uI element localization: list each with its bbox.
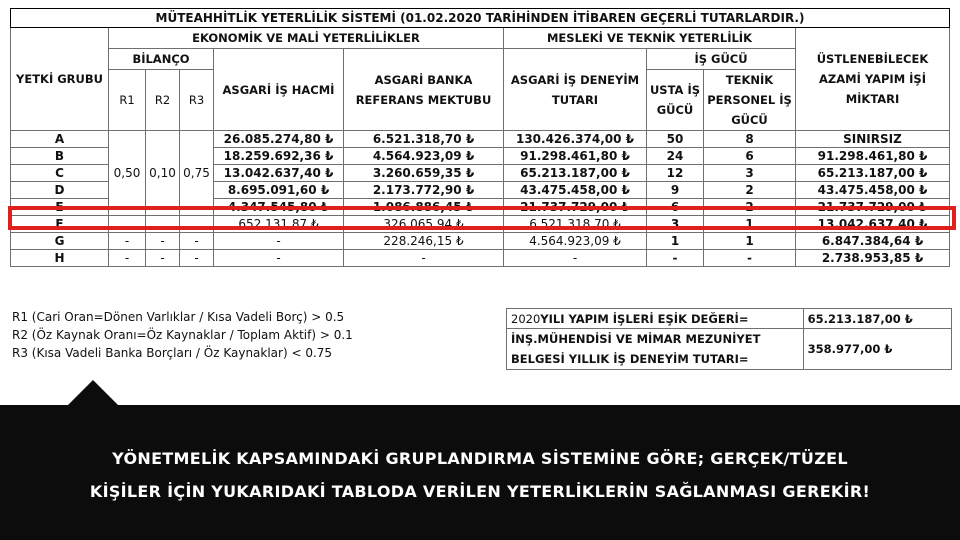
- cell-technical: 1: [704, 233, 796, 250]
- cell-volume: 13.042.637,40 ₺: [214, 165, 344, 182]
- cell-experience: 43.475.458,00 ₺: [504, 182, 647, 199]
- engineer-label-line-2: BELGESİ YILLIK İŞ DENEYİM TUTARI=: [511, 352, 749, 366]
- cell-max: 6.847.384,64 ₺: [796, 233, 950, 250]
- cell-experience: 91.298.461,80 ₺: [504, 148, 647, 165]
- cell-r1: -: [109, 250, 146, 267]
- cell-master: -: [647, 250, 704, 267]
- table-title: MÜTEAHHİTLİK YETERLİLİK SİSTEMİ (01.02.2020 TARİHİNDEN İTİBAREN GEÇERLİ TUTARLARDIR.): [11, 9, 950, 28]
- table-row-g: [11, 233, 950, 250]
- cell-technical: 3: [704, 165, 796, 182]
- cell-group: D: [11, 182, 109, 199]
- cell-experience: 6.521.318,70 ₺: [504, 216, 647, 233]
- cell-experience: 130.426.374,00 ₺: [504, 131, 647, 148]
- cell-max: 43.475.458,00 ₺: [796, 182, 950, 199]
- header-technical: TEKNİK PERSONEL İŞ GÜCÜ: [704, 70, 796, 131]
- cell-bank: 1.086.886,45 ₺: [344, 199, 504, 216]
- cell-r3: [180, 216, 214, 233]
- cell-bank: 3.260.659,35 ₺: [344, 165, 504, 182]
- qualification-sheet: [8, 8, 952, 405]
- cell-bank: 228.246,15 ₺: [344, 233, 504, 250]
- cell-volume: 652.131,87 ₺: [214, 216, 344, 233]
- info-banner: [0, 405, 960, 540]
- cell-max: SINIRSIZ: [796, 131, 950, 148]
- cell-group: E: [11, 199, 109, 216]
- cell-bank: 6.521.318,70 ₺: [344, 131, 504, 148]
- banner-line-2: KİŞİLER İÇİN YUKARIDAKİ TABLODA VERİLEN YETERLİKLERİN SAĞLANMASI GEREKİR!: [89, 482, 871, 501]
- header-professional-group: MESLEKİ VE TEKNİK YETERLİLİK: [504, 28, 796, 49]
- cell-max: 2.738.953,85 ₺: [796, 250, 950, 267]
- cell-group: G: [11, 233, 109, 250]
- table-row-a: [11, 131, 950, 148]
- threshold-label: YILI YAPIM İŞLERİ EŞİK DEĞERİ=: [540, 311, 749, 326]
- cell-group: A: [11, 131, 109, 148]
- cell-group: F: [11, 216, 109, 233]
- cell-volume: 8.695.091,60 ₺: [214, 182, 344, 199]
- header-authority-group: YETKİ GRUBU: [11, 28, 109, 131]
- cell-master: 1: [647, 233, 704, 250]
- cell-r3: -: [180, 250, 214, 267]
- cell-r1: [109, 216, 146, 233]
- cell-r2-merged: 0,10: [146, 131, 180, 216]
- cell-technical: 2: [704, 182, 796, 199]
- cell-master: 9: [647, 182, 704, 199]
- cell-technical: 8: [704, 131, 796, 148]
- cell-r3: -: [180, 233, 214, 250]
- note-r1: R1 (Cari Oran=Dönen Varlıklar / Kısa Vadeli Borç) > 0.5: [12, 310, 345, 324]
- cell-master: 6: [647, 199, 704, 216]
- cell-volume: -: [214, 233, 344, 250]
- threshold-label-cell: [507, 309, 804, 329]
- cell-technical: 1: [704, 216, 796, 233]
- cell-group: H: [11, 250, 109, 267]
- cell-experience: 21.737.729,00 ₺: [504, 199, 647, 216]
- cell-master: 3: [647, 216, 704, 233]
- header-min-volume: ASGARİ İŞ HACMİ: [214, 49, 344, 131]
- banner-text: [0, 442, 960, 508]
- cell-r3-merged: 0,75: [180, 131, 214, 216]
- header-r3: R3: [180, 70, 214, 131]
- cell-bank: 2.173.772,90 ₺: [344, 182, 504, 199]
- header-max-work: ÜSTLENEBİLECEK AZAMİ YAPIM İŞİ MİKTARI: [796, 28, 950, 131]
- cell-max: 65.213.187,00 ₺: [796, 165, 950, 182]
- header-bank-letter: ASGARİ BANKA REFERANS MEKTUBU: [344, 49, 504, 131]
- cell-r2: -: [146, 250, 180, 267]
- cell-master: 12: [647, 165, 704, 182]
- cell-experience: 4.564.923,09 ₺: [504, 233, 647, 250]
- banner-pointer-triangle: [68, 380, 118, 405]
- cell-group: C: [11, 165, 109, 182]
- threshold-value: 65.213.187,00 ₺: [803, 309, 951, 329]
- ratio-notes: [12, 308, 353, 362]
- cell-technical: -: [704, 250, 796, 267]
- header-balance: BİLANÇO: [109, 49, 214, 70]
- cell-r1-merged: 0,50: [109, 131, 146, 216]
- note-r2: R2 (Öz Kaynak Oranı=Öz Kaynaklar / Toplam Aktif) > 0.1: [12, 328, 353, 342]
- cell-volume: 26.085.274,80 ₺: [214, 131, 344, 148]
- cell-max: 13.042.637,40 ₺: [796, 216, 950, 233]
- cell-experience: -: [504, 250, 647, 267]
- header-experience: ASGARİ İŞ DENEYİM TUTARI: [504, 49, 647, 131]
- table-row-f: [11, 216, 950, 233]
- table-row-h: [11, 250, 950, 267]
- engineer-label-cell: [507, 329, 804, 370]
- header-r2: R2: [146, 70, 180, 131]
- threshold-table: [506, 308, 952, 370]
- note-r3: R3 (Kısa Vadeli Banka Borçları / Öz Kaynaklar) < 0.75: [12, 346, 333, 360]
- cell-technical: 2: [704, 199, 796, 216]
- header-workforce: İŞ GÜCÜ: [647, 49, 796, 70]
- cell-bank: -: [344, 250, 504, 267]
- cell-experience: 65.213.187,00 ₺: [504, 165, 647, 182]
- cell-r2: [146, 216, 180, 233]
- cell-r2: -: [146, 233, 180, 250]
- header-economic-group: EKONOMİK VE MALİ YETERLİLİKLER: [109, 28, 504, 49]
- cell-master: 24: [647, 148, 704, 165]
- qualification-table: [10, 8, 950, 267]
- cell-r1: -: [109, 233, 146, 250]
- cell-group: B: [11, 148, 109, 165]
- header-master: USTA İŞ GÜCÜ: [647, 70, 704, 131]
- cell-max: 21.737.729,00 ₺: [796, 199, 950, 216]
- engineer-label-line-1: İNŞ.MÜHENDİSİ VE MİMAR MEZUNİYET: [511, 332, 761, 346]
- cell-volume: 4.347.545,80 ₺: [214, 199, 344, 216]
- cell-bank: 4.564.923,09 ₺: [344, 148, 504, 165]
- banner-line-1: YÖNETMELİK KAPSAMINDAKİ GRUPLANDIRMA SİSTEMİNE GÖRE; GERÇEK/TÜZEL: [112, 449, 848, 468]
- cell-volume: 18.259.692,36 ₺: [214, 148, 344, 165]
- engineer-value: 358.977,00 ₺: [803, 329, 951, 370]
- cell-volume: -: [214, 250, 344, 267]
- threshold-year: 2020: [511, 311, 541, 326]
- header-r1: R1: [109, 70, 146, 131]
- cell-technical: 6: [704, 148, 796, 165]
- cell-master: 50: [647, 131, 704, 148]
- cell-bank: 326.065,94 ₺: [344, 216, 504, 233]
- cell-max: 91.298.461,80 ₺: [796, 148, 950, 165]
